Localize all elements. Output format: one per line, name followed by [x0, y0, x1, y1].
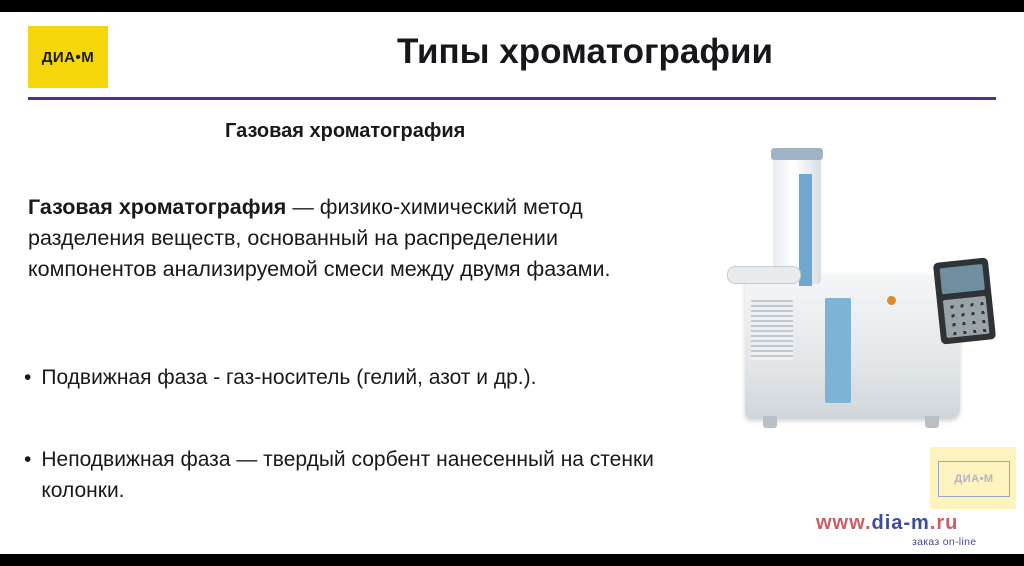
instrument-tower-cap — [771, 148, 823, 160]
company-logo-text: ДИА•М — [41, 48, 95, 66]
instrument-injector-tower — [773, 154, 821, 284]
instrument-foot — [763, 416, 777, 428]
list-item — [24, 444, 724, 506]
watermark-url-www: www — [816, 512, 865, 534]
title-divider — [28, 97, 996, 100]
watermark-url-tld: .ru — [929, 512, 959, 534]
instrument-indicator-light — [887, 296, 896, 305]
company-logo — [28, 26, 108, 88]
instrument-display-screen — [939, 264, 984, 294]
section-subtitle: Газовая хроматография — [225, 120, 466, 142]
gas-chromatograph-image — [715, 148, 1005, 438]
list-item-text: Подвижная фаза - газ-носитель (гелий, азот и др.). — [41, 366, 537, 389]
watermark-url-dot: . — [864, 512, 872, 534]
watermark-logo-text: ДИА•М — [938, 461, 1010, 497]
instrument-sample-tray — [727, 266, 801, 284]
instrument-vent-grille — [751, 300, 793, 360]
definition-body: — физико-химический метод разделения веществ, основанный на распределении компонентов анализируемой смеси между двумя фазами. — [28, 195, 611, 281]
instrument-control-panel — [933, 257, 996, 344]
watermark-subtitle: заказ on-line — [912, 536, 977, 548]
watermark-logo-box — [930, 447, 1016, 509]
instrument-keypad — [943, 296, 990, 338]
instrument-blue-panel — [825, 298, 851, 403]
list-item — [24, 362, 724, 393]
watermark-url-domain: dia-m — [871, 512, 930, 534]
watermark-url — [816, 512, 958, 535]
bullet-marker-icon: • — [24, 448, 32, 471]
instrument-blue-strip — [799, 174, 812, 286]
definition-term: Газовая хроматография — [28, 195, 287, 219]
instrument-foot — [925, 416, 939, 428]
bullet-marker-icon: • — [24, 366, 32, 389]
list-item-text: Неподвижная фаза — твердый сорбент нанесенный на стенки колонки. — [41, 448, 654, 502]
letterbox-bottom-bar — [0, 554, 1024, 566]
letterbox-top-bar — [0, 0, 1024, 12]
definition-paragraph — [28, 192, 688, 285]
page-title: Типы хроматографии — [396, 32, 774, 71]
